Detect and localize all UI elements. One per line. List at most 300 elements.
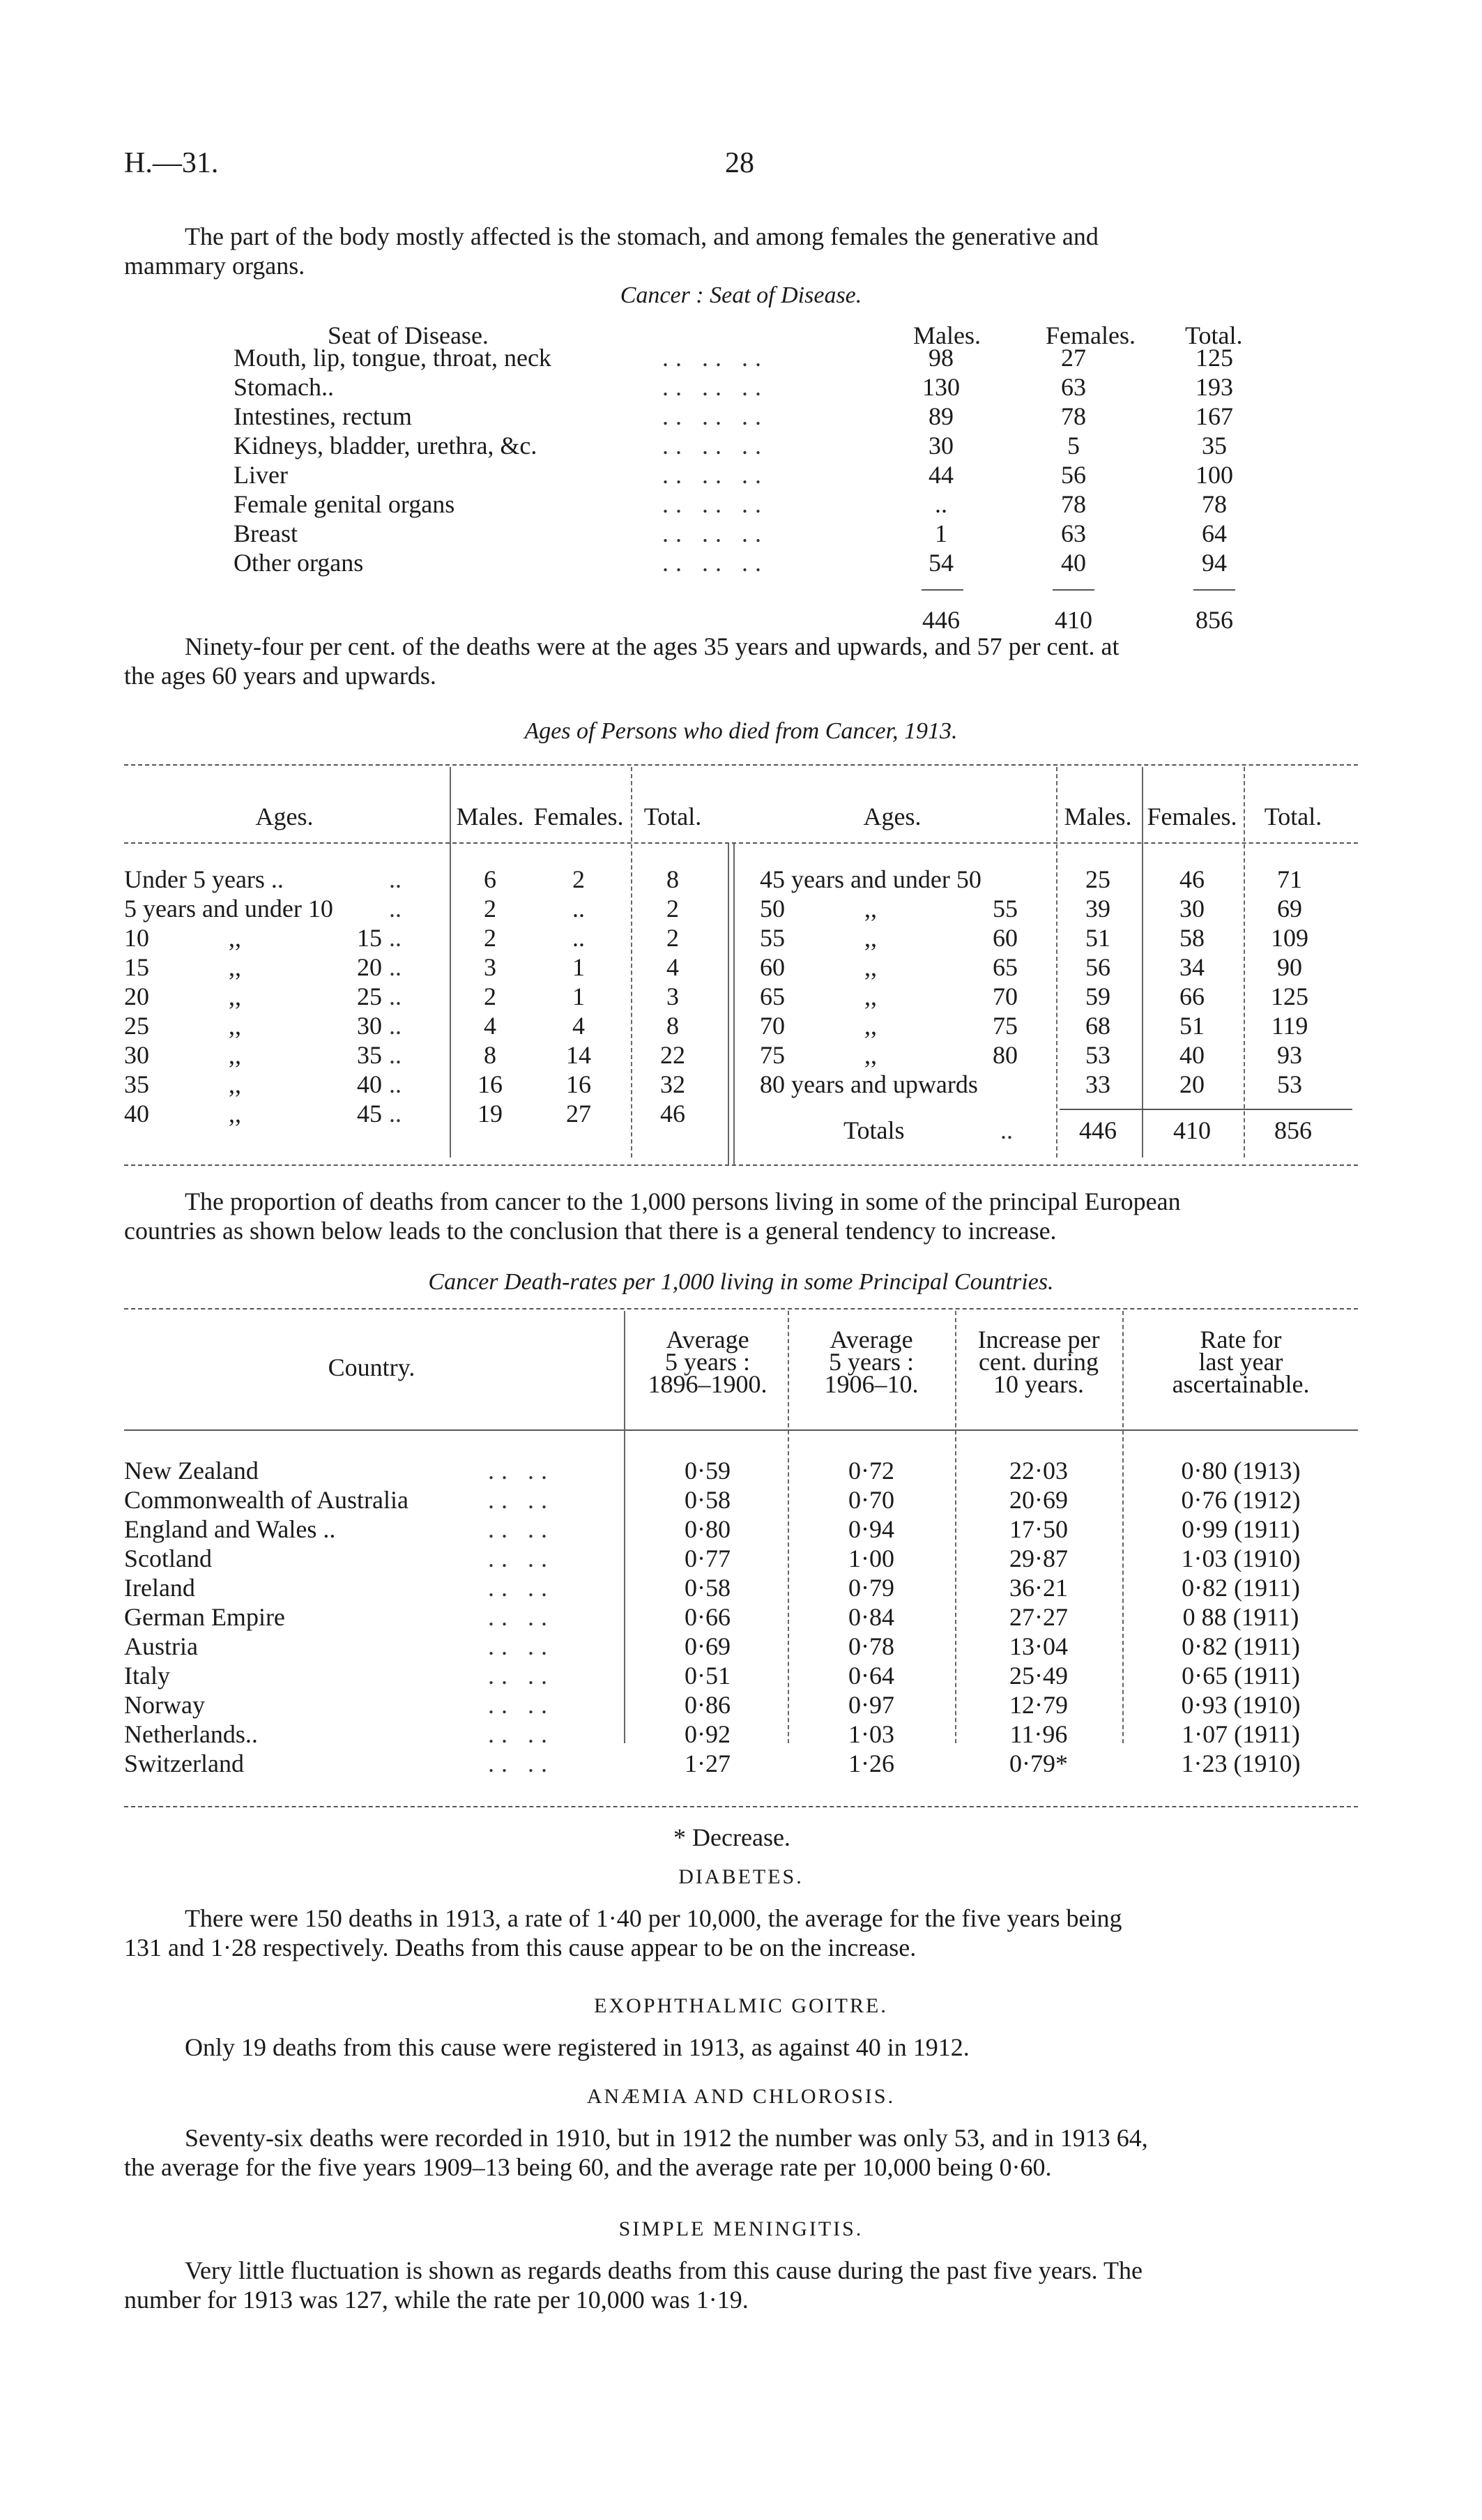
seat-row xyxy=(0,489,1482,519)
rates-row xyxy=(0,1720,1482,1749)
rates-avg1: 1·27 xyxy=(685,1749,731,1777)
ages-males: 4 xyxy=(484,1012,496,1040)
rates-header-country: Country. xyxy=(328,1353,415,1381)
ages-row-right xyxy=(0,865,1482,894)
ages-total: 119 xyxy=(1271,1012,1308,1040)
seat-row-label: Other organs xyxy=(234,549,364,577)
ages-total: 2 xyxy=(666,895,679,923)
ages-to: 25 xyxy=(357,982,382,1010)
ages-ditto: ,, xyxy=(864,953,877,981)
seat-row-label: Breast xyxy=(234,519,298,547)
rates-avg2: 1·03 xyxy=(848,1720,894,1748)
seat-row-females: 5 xyxy=(1067,432,1080,460)
rates-avg1: 0·77 xyxy=(685,1544,731,1572)
ages-ditto: ,, xyxy=(229,1012,241,1040)
ages-total: 53 xyxy=(1277,1070,1302,1098)
ages-row-right xyxy=(0,982,1482,1011)
ages-to: 55 xyxy=(993,895,1018,923)
ages-total: 8 xyxy=(666,865,679,893)
ages-total: 2 xyxy=(666,924,679,952)
ages-total: 125 xyxy=(1271,982,1308,1010)
rates-avg2: 0·97 xyxy=(848,1691,894,1719)
ages-total: 93 xyxy=(1277,1041,1302,1069)
ages-row-right xyxy=(0,1040,1482,1070)
rates-last-rate: 0·82 (1911) xyxy=(1182,1574,1300,1602)
ages-females: 66 xyxy=(1179,982,1205,1010)
rates-last-rate: 1·03 (1910) xyxy=(1181,1544,1301,1572)
rates-last-rate: 1·23 (1910) xyxy=(1181,1749,1301,1777)
ages-males: 33 xyxy=(1085,1070,1110,1098)
ages-header-total-right: Total. xyxy=(1264,803,1322,830)
rates-country: German Empire xyxy=(124,1603,285,1631)
seat-row-total: 193 xyxy=(1195,373,1233,401)
ages-males: 6 xyxy=(484,865,496,893)
rates-country: Italy xyxy=(124,1662,170,1690)
ages-to: 70 xyxy=(993,982,1018,1010)
ages-total: 32 xyxy=(660,1070,685,1098)
seat-total-total: 856 xyxy=(1195,606,1233,634)
page-header xyxy=(0,0,1482,209)
ages-ditto: ,, xyxy=(229,1100,241,1128)
seat-row-total: 35 xyxy=(1202,432,1227,460)
rates-leader: .. .. xyxy=(488,1720,554,1748)
rates-increase: 20·69 xyxy=(1009,1486,1068,1514)
rates-leader: .. .. xyxy=(488,1515,554,1543)
rates-leader: .. .. xyxy=(488,1749,554,1777)
rates-country: New Zealand xyxy=(124,1457,259,1485)
ages-total-total: 856 xyxy=(1274,1116,1312,1144)
rates-avg1: 0·69 xyxy=(685,1632,731,1660)
ages-males: 2 xyxy=(484,924,496,952)
section-line: the average for the five years 1909–13 being 60, and the average rate per 10,000 being 0·60. xyxy=(124,2153,1052,2181)
rates-avg2: 0·94 xyxy=(848,1515,894,1543)
ages-females: 51 xyxy=(1179,1012,1205,1040)
rates-last-rate: 0 88 (1911) xyxy=(1182,1603,1299,1631)
ages-table-caption: Ages of Persons who died from Cancer, 1913. xyxy=(524,718,958,744)
rates-avg2: 1·26 xyxy=(848,1749,894,1777)
rates-avg2: 0·79 xyxy=(848,1574,894,1602)
ninety-line-1: Ninety-four per cent. of the deaths were at the ages 35 years and upwards, and 57 per cent. at xyxy=(185,632,1120,660)
seat-row-leader: .. .. .. xyxy=(662,519,768,547)
rates-header-rate-line: ascertainable. xyxy=(1172,1370,1310,1398)
ages-header-males-right: Males. xyxy=(1064,803,1132,830)
ages-males: 2 xyxy=(484,895,496,923)
ages-females: 1 xyxy=(572,982,585,1010)
seat-row-leader: .. .. .. xyxy=(662,402,768,430)
ages-header-ages-right: Ages. xyxy=(863,803,922,830)
rates-avg2: 0·78 xyxy=(848,1632,894,1660)
rates-last-rate: 0·99 (1911) xyxy=(1182,1515,1300,1543)
rates-avg2: 0·70 xyxy=(848,1486,894,1514)
seat-header-males: Males. xyxy=(913,321,981,349)
ages-row-right xyxy=(0,1011,1482,1040)
section-line: Only 19 deaths from this cause were registered in 1913, as against 40 in 1912. xyxy=(185,2033,970,2061)
rates-footnote: * Decrease. xyxy=(673,1823,790,1851)
rates-row xyxy=(0,1515,1482,1544)
ages-header-total-left: Total. xyxy=(643,803,702,830)
seat-row xyxy=(0,372,1482,402)
rates-avg2: 0·84 xyxy=(848,1603,894,1631)
rates-increase: 36·21 xyxy=(1009,1574,1068,1602)
seat-sum-rule-total xyxy=(1193,589,1235,591)
rates-country: Commonwealth of Australia xyxy=(124,1486,408,1514)
ages-ditto: ,, xyxy=(229,1041,241,1069)
ages-ditto: ,, xyxy=(229,1070,241,1098)
rates-header-inc-line: Increase per xyxy=(977,1326,1100,1353)
ages-to: 80 xyxy=(993,1041,1018,1069)
seat-table-caption: Cancer : Seat of Disease. xyxy=(620,282,862,308)
ages-ditto: ,, xyxy=(229,982,241,1010)
ages-header-ages-left: Ages. xyxy=(255,803,314,830)
ages-to: 40 xyxy=(357,1070,382,1098)
seat-row xyxy=(0,402,1482,431)
ages-ditto: ,, xyxy=(229,924,241,952)
ages-leader: .. xyxy=(389,924,402,952)
ages-row-right xyxy=(0,1070,1482,1099)
ages-from: 15 xyxy=(124,953,149,981)
rates-country: Scotland xyxy=(124,1544,212,1572)
seat-row-total: 125 xyxy=(1195,344,1233,372)
section-line: number for 1913 was 127, while the rate per 10,000 was 1·19. xyxy=(124,2286,749,2314)
seat-row xyxy=(0,548,1482,577)
rates-increase: 13·04 xyxy=(1009,1632,1068,1660)
rates-table xyxy=(0,1304,1482,1834)
ages-females: 58 xyxy=(1179,924,1205,952)
seat-row-leader: .. .. .. xyxy=(662,549,768,577)
rates-header-rate-line: Rate for xyxy=(1200,1326,1282,1353)
rates-avg1: 0·66 xyxy=(685,1603,731,1631)
section-line: 131 and 1·28 respectively. Deaths from this cause appear to be on the increase. xyxy=(124,1934,917,1961)
rates-table-caption: Cancer Death-rates per 1,000 living in some Principal Countries. xyxy=(428,1269,1054,1295)
seat-row xyxy=(0,460,1482,489)
ages-females: 30 xyxy=(1179,895,1205,923)
section-line: Very little fluctuation is shown as regards deaths from this cause during the past five years. The xyxy=(185,2256,1143,2284)
ages-total-males: 446 xyxy=(1079,1116,1117,1144)
ages-from: 55 xyxy=(760,924,785,952)
rates-leader: .. .. xyxy=(488,1662,554,1690)
ages-males: 56 xyxy=(1085,953,1110,981)
ages-total: 22 xyxy=(660,1041,685,1069)
rates-avg1: 0·92 xyxy=(685,1720,731,1748)
ages-from: 65 xyxy=(760,982,785,1010)
rates-header-avg1-line: Average xyxy=(666,1326,749,1353)
ages-ditto: ,, xyxy=(864,1012,877,1040)
ages-to: 65 xyxy=(993,953,1018,981)
ages-to: 15 xyxy=(357,924,382,952)
rates-row xyxy=(0,1632,1482,1661)
ages-header-females-right: Females. xyxy=(1147,803,1237,830)
ages-from: 60 xyxy=(760,953,785,981)
intro-line-1: The part of the body mostly affected is the stomach, and among females the generative and xyxy=(185,222,1099,250)
ages-leader: .. xyxy=(389,865,402,893)
rates-avg2: 1·00 xyxy=(848,1544,894,1572)
seat-row xyxy=(0,343,1482,372)
ages-males: 53 xyxy=(1085,1041,1110,1069)
seat-total-males: 446 xyxy=(922,606,960,634)
ages-females: .. xyxy=(572,895,585,923)
rates-header-avg2-line: 5 years : xyxy=(829,1348,914,1376)
ages-from: 40 xyxy=(124,1100,149,1128)
ages-total: 4 xyxy=(666,953,679,981)
ages-row-right xyxy=(0,894,1482,923)
rates-leader: .. .. xyxy=(488,1603,554,1631)
rates-avg1: 0·58 xyxy=(685,1486,731,1514)
rates-row xyxy=(0,1690,1482,1720)
ages-males: 8 xyxy=(484,1041,496,1069)
ages-males: 2 xyxy=(484,982,496,1010)
seat-row-males: 98 xyxy=(929,344,954,372)
rates-increase: 12·79 xyxy=(1009,1691,1068,1719)
seat-row-leader: .. .. .. xyxy=(662,461,768,489)
rates-leader: .. .. xyxy=(488,1486,554,1514)
rates-header-inc-line: cent. during xyxy=(979,1348,1099,1376)
ages-females: 1 xyxy=(572,953,585,981)
seat-row-females: 63 xyxy=(1061,519,1086,547)
ages-from: 20 xyxy=(124,982,149,1010)
ages-total: 109 xyxy=(1271,924,1308,952)
ages-males: 39 xyxy=(1085,895,1110,923)
seat-row xyxy=(0,519,1482,548)
seat-header-label: Seat of Disease. xyxy=(328,321,489,349)
ages-females: 34 xyxy=(1179,953,1205,981)
rates-increase: 27·27 xyxy=(1009,1603,1068,1631)
seat-sum-rule-females xyxy=(1053,589,1094,591)
ages-leader: .. xyxy=(389,1070,402,1098)
rates-country: Ireland xyxy=(124,1574,195,1602)
rates-avg1: 0·59 xyxy=(685,1457,731,1485)
rates-country: Netherlands.. xyxy=(124,1720,258,1748)
seat-row-leader: .. .. .. xyxy=(662,490,768,518)
rates-increase: 22·03 xyxy=(1009,1457,1068,1485)
seat-row-females: 27 xyxy=(1061,344,1086,372)
rates-last-rate: 0·65 (1911) xyxy=(1182,1662,1300,1690)
ages-males: 19 xyxy=(478,1100,503,1128)
section-heading: DIABETES. xyxy=(678,1865,804,1888)
section xyxy=(0,1865,1482,1984)
ages-label: 45 years and under 50 xyxy=(760,865,981,893)
seat-row-leader: .. .. .. xyxy=(662,344,768,372)
rates-row xyxy=(0,1602,1482,1632)
rates-avg1: 0·80 xyxy=(685,1515,731,1543)
ages-to: 35 xyxy=(357,1041,382,1069)
rates-last-rate: 0·80 (1913) xyxy=(1181,1457,1301,1485)
ages-females: 20 xyxy=(1179,1070,1205,1098)
seat-row-males: 44 xyxy=(929,461,954,489)
seat-row-males: 54 xyxy=(929,549,954,577)
ages-females: 27 xyxy=(566,1100,591,1128)
ages-leader: .. xyxy=(389,1100,402,1128)
rates-last-rate: 1·07 (1911) xyxy=(1182,1720,1300,1748)
rates-leader: .. .. xyxy=(488,1691,554,1719)
ages-females: 40 xyxy=(1179,1041,1205,1069)
ages-to: 45 xyxy=(357,1100,382,1128)
rates-row xyxy=(0,1661,1482,1690)
rates-increase: 25·49 xyxy=(1009,1662,1068,1690)
rates-increase: 29·87 xyxy=(1009,1544,1068,1572)
ages-totals-label: Totals xyxy=(843,1116,905,1144)
seat-row-females: 78 xyxy=(1061,402,1086,430)
seat-row-females: 56 xyxy=(1061,461,1086,489)
seat-sum-rule-males xyxy=(922,589,963,591)
rates-header-rate-line: last year xyxy=(1198,1348,1283,1376)
rates-increase: 0·79* xyxy=(1009,1749,1068,1777)
rates-leader: .. .. xyxy=(488,1632,554,1660)
document-code: H.—31. xyxy=(124,147,219,179)
rates-avg1: 0·51 xyxy=(685,1662,731,1690)
ages-ditto: ,, xyxy=(864,895,877,923)
seat-row-females: 78 xyxy=(1061,490,1086,518)
rates-avg1: 0·58 xyxy=(685,1574,731,1602)
ages-females: 16 xyxy=(566,1070,591,1098)
seat-row-label: Mouth, lip, tongue, throat, neck xyxy=(234,344,551,372)
ages-from: 75 xyxy=(760,1041,785,1069)
ages-total: 71 xyxy=(1277,865,1302,893)
section-line: Seventy-six deaths were recorded in 1910, but in 1912 the number was only 53, and in 1913 64, xyxy=(185,2124,1148,2152)
rates-row xyxy=(0,1485,1482,1515)
ages-ditto: ,, xyxy=(864,924,877,952)
ages-leader: .. xyxy=(389,895,402,923)
rates-increase: 11·96 xyxy=(1009,1720,1068,1748)
rates-row xyxy=(0,1749,1482,1778)
ages-row-right xyxy=(0,923,1482,952)
seat-row-males: 89 xyxy=(929,402,954,430)
section-heading: EXOPHTHALMIC GOITRE. xyxy=(594,1994,888,2017)
seat-row-label: Liver xyxy=(234,461,288,489)
ages-row-right xyxy=(0,952,1482,982)
ages-label: 80 years and upwards xyxy=(760,1070,978,1098)
ages-females: 14 xyxy=(566,1041,591,1069)
ages-total: 8 xyxy=(666,1012,679,1040)
ages-leader: .. xyxy=(389,982,402,1010)
seat-row-males: 130 xyxy=(922,373,960,401)
proportion-line-2: countries as shown below leads to the conclusion that there is a general tendency to increase. xyxy=(124,1217,1057,1245)
ages-leader: .. xyxy=(389,1041,402,1069)
ages-label: Under 5 years .. xyxy=(124,865,284,893)
ages-from: 50 xyxy=(760,895,785,923)
ages-header-males-left: Males. xyxy=(456,803,524,830)
rates-header-avg2-line: Average xyxy=(830,1326,913,1353)
ages-total: 46 xyxy=(660,1100,685,1128)
ages-males: 25 xyxy=(1085,865,1110,893)
seat-row-males: 1 xyxy=(935,519,947,547)
rates-country: England and Wales .. xyxy=(124,1515,336,1543)
seat-row-total: 100 xyxy=(1195,461,1233,489)
rates-avg2: 0·72 xyxy=(848,1457,894,1485)
section xyxy=(0,2085,1482,2203)
seat-row-label: Kidneys, bladder, urethra, &c. xyxy=(234,432,537,460)
ages-label: 5 years and under 10 xyxy=(124,895,333,923)
seat-header-females: Females. xyxy=(1046,321,1136,349)
section-heading: SIMPLE MENINGITIS. xyxy=(618,2217,864,2240)
rates-row xyxy=(0,1573,1482,1602)
rates-leader: .. .. xyxy=(488,1544,554,1572)
ages-females: 46 xyxy=(1179,865,1205,893)
ages-females: 2 xyxy=(572,865,585,893)
seat-row-females: 40 xyxy=(1061,549,1086,577)
rates-last-rate: 0·76 (1912) xyxy=(1181,1486,1301,1514)
ages-total: 3 xyxy=(666,982,679,1010)
seat-row-males: .. xyxy=(935,490,947,518)
ages-header-females-left: Females. xyxy=(533,803,624,830)
ages-from: 70 xyxy=(760,1012,785,1040)
seat-table xyxy=(0,314,1482,648)
ages-leader: .. xyxy=(389,953,402,981)
ages-males: 59 xyxy=(1085,982,1110,1010)
ages-males: 16 xyxy=(478,1070,503,1098)
ages-leader: .. xyxy=(389,1012,402,1040)
rates-header-avg1-line: 1896–1900. xyxy=(648,1370,767,1398)
seat-row-males: 30 xyxy=(929,432,954,460)
ages-total: 69 xyxy=(1277,895,1302,923)
ages-total-females: 410 xyxy=(1173,1116,1211,1144)
rates-last-rate: 0·93 (1910) xyxy=(1181,1691,1301,1719)
seat-row-leader: .. .. .. xyxy=(662,373,768,401)
section xyxy=(0,2217,1482,2336)
rates-leader: .. .. xyxy=(488,1457,554,1485)
seat-row xyxy=(0,431,1482,460)
ages-ditto: ,, xyxy=(864,1041,877,1069)
ages-from: 25 xyxy=(124,1012,149,1040)
rates-row xyxy=(0,1456,1482,1485)
ages-to: 60 xyxy=(993,924,1018,952)
page-number: 28 xyxy=(725,147,754,179)
rates-leader: .. .. xyxy=(488,1574,554,1602)
ages-females: .. xyxy=(572,924,585,952)
section-line: There were 150 deaths in 1913, a rate of 1·40 per 10,000, the average for the five years being xyxy=(185,1904,1122,1932)
ages-to: 30 xyxy=(357,1012,382,1040)
ages-to: 20 xyxy=(357,953,382,981)
seat-row-total: 167 xyxy=(1195,402,1233,430)
seat-header-total: Total. xyxy=(1185,321,1243,349)
seat-row-total: 94 xyxy=(1202,549,1227,577)
ages-from: 10 xyxy=(124,924,149,952)
proportion-line-1: The proportion of deaths from cancer to the 1,000 persons living in some of the principal European xyxy=(185,1187,1181,1215)
rates-increase: 17·50 xyxy=(1009,1515,1068,1543)
ages-to: 75 xyxy=(993,1012,1018,1040)
seat-row-label: Intestines, rectum xyxy=(234,402,412,430)
rates-country: Switzerland xyxy=(124,1749,244,1777)
ages-males: 51 xyxy=(1085,924,1110,952)
ages-table: Ages. Males. Females. Total. Ages. Males. Females. Total. Under 5 years .. .. 6 2 8 5 years and under 10 .. 2 .. 2 10 ,, 15 .. 2 .. 2 15 ,, 20 .. 3 1 4 20 ,, 25 .. 2 1 3 25 ,, 30 .. 4 4 8 30 ,, 35 .. 8 14 22 35 ,, 40 .. 16 16 32 40 ,, 45 .. 19 27 46 45 years and under 50 25 46 71 50 ,, 55 39 30 69 55 ,, 60 51 58 109 60 ,, 65 56 34 90 65 ,, 70 59 66 125 70 ,, 75 68 51 119 75 ,, 80 53 40 93 80 years and upwards 33 20 53 Totals .. 446 410 856 xyxy=(0,760,1482,1178)
rates-last-rate: 0·82 (1911) xyxy=(1182,1632,1300,1660)
rates-avg1: 0·86 xyxy=(685,1691,731,1719)
seat-row-total: 78 xyxy=(1202,490,1227,518)
ages-ditto: ,, xyxy=(864,982,877,1010)
ages-males: 68 xyxy=(1085,1012,1110,1040)
rates-header-inc-line: 10 years. xyxy=(993,1370,1084,1398)
ages-from: 30 xyxy=(124,1041,149,1069)
seat-row-total: 64 xyxy=(1202,519,1227,547)
ages-females: 4 xyxy=(572,1012,585,1040)
ages-total: 90 xyxy=(1277,953,1302,981)
rates-row xyxy=(0,1544,1482,1573)
section-heading: ANÆMIA AND CHLOROSIS. xyxy=(586,2085,896,2108)
ages-ditto: ,, xyxy=(229,953,241,981)
intro-line-2: mammary organs. xyxy=(124,252,305,280)
ages-from: 35 xyxy=(124,1070,149,1098)
rates-header-avg2-line: 1906–10. xyxy=(824,1370,919,1398)
ages-males: 3 xyxy=(484,953,496,981)
ninety-line-2: the ages 60 years and upwards. xyxy=(124,662,436,690)
seat-row-label: Stomach.. xyxy=(234,373,334,401)
rates-header-avg1-line: 5 years : xyxy=(665,1348,750,1376)
seat-row-label: Female genital organs xyxy=(234,490,455,518)
rates-country: Norway xyxy=(124,1691,205,1719)
rates-country: Austria xyxy=(124,1632,198,1660)
seat-row-leader: .. .. .. xyxy=(662,432,768,460)
seat-total-females: 410 xyxy=(1055,606,1092,634)
rates-avg2: 0·64 xyxy=(848,1662,894,1690)
